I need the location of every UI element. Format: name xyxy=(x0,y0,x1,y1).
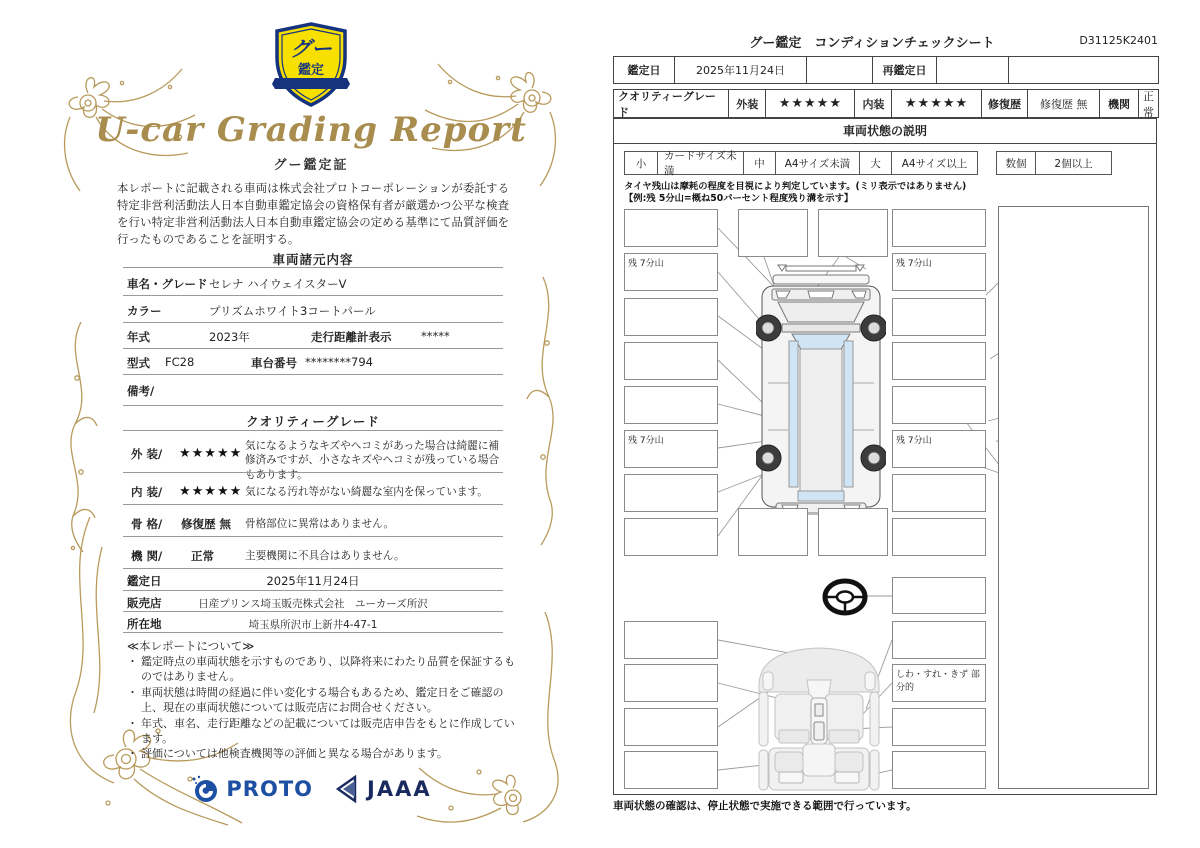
note-box[interactable] xyxy=(892,474,986,512)
about-item xyxy=(127,685,515,716)
bullet-dot: ・ xyxy=(127,747,138,761)
report-title xyxy=(55,110,567,150)
car-top-view-diagram xyxy=(756,263,886,515)
spec-model-label: 型式 xyxy=(127,356,150,370)
note-box-tire-front-right[interactable]: 残 7分山 xyxy=(892,253,986,291)
about-item xyxy=(127,716,515,747)
note-box-interior-wear[interactable]: しわ・すれ・きず 部分的 xyxy=(892,664,986,702)
spec-year-label: 年式 xyxy=(127,330,150,344)
about-item-text: 年式、車名、走行距離などの記載については販売店申告をもとに作成しています。 xyxy=(141,716,515,746)
proto-logo xyxy=(190,774,313,804)
about-report-notes xyxy=(127,638,515,762)
spec-year-value: 2023年 xyxy=(209,330,250,344)
quality-grade-table xyxy=(123,430,503,590)
jaaa-logo xyxy=(335,775,432,803)
bullet-dot: ・ xyxy=(127,685,138,699)
sheet-ext-stars: ★★★★★ xyxy=(765,90,854,117)
sheet-footnote: 車両状態の確認は、停止状態で実施できる範囲で行っています。 xyxy=(613,800,917,812)
note-box[interactable] xyxy=(624,386,718,424)
note-box[interactable] xyxy=(738,508,808,556)
grading-report-certificate xyxy=(55,22,567,827)
sheet-int-stars: ★★★★★ xyxy=(891,90,980,117)
spec-odo-value: ***** xyxy=(421,329,450,343)
appraisal-info-table xyxy=(123,568,503,634)
note-box[interactable] xyxy=(892,708,986,746)
note-box-tire-rear-left[interactable]: 残 7分山 xyxy=(624,430,718,468)
note-box[interactable] xyxy=(892,751,986,789)
tire-note-line2: 【例:残 5分山=概ね50パーセント程度残り溝を示す】 xyxy=(624,193,854,204)
goo-kantei-shield-badge xyxy=(271,22,351,108)
spec-name-label: 車名・グレード xyxy=(127,277,208,291)
spec-name-value: セレナ ハイウェイスターV xyxy=(209,277,347,291)
grade-engine-desc: 主要機関に不具合はありません。 xyxy=(245,550,405,562)
bullet-dot: ・ xyxy=(127,716,138,730)
sheet-date-value: 2025年11月24日 xyxy=(674,57,806,83)
spec-remarks-label: 備考/ xyxy=(127,384,155,398)
about-item xyxy=(127,654,515,685)
note-box[interactable] xyxy=(892,342,986,380)
shield-text-kantei: 鑑定 xyxy=(297,63,325,78)
spec-vin-label: 車台番号 xyxy=(251,356,297,370)
grade-frame-desc: 骨格部位に異常はありません。 xyxy=(245,518,394,530)
condition-check-sheet xyxy=(600,22,1166,832)
grade-int-desc: 気になる汚れ等がない綺麗な室内を保っています。 xyxy=(245,486,488,498)
sheet-int-label: 内装 xyxy=(854,90,891,117)
note-box-tire-rear-right[interactable]: 残 7分山 xyxy=(892,430,986,468)
footer-logos xyxy=(55,774,567,804)
note-box[interactable] xyxy=(624,621,718,659)
size-small-key: 小 xyxy=(635,157,647,170)
grade-ext-label: 外 装/ xyxy=(131,447,163,461)
note-box[interactable] xyxy=(624,342,718,380)
note-box[interactable] xyxy=(818,508,888,556)
note-box[interactable] xyxy=(624,518,718,556)
report-title-text: U-car Grading Report xyxy=(95,110,527,150)
jaaa-logo-text: JAAA xyxy=(367,777,432,801)
steering-wheel-icon xyxy=(822,577,868,617)
size-mid-value: A4サイズ未満 xyxy=(775,152,859,174)
condition-heading: 車両状態の説明 xyxy=(614,119,1156,144)
note-box[interactable] xyxy=(624,708,718,746)
spec-color-value: プリズムホワイト3コートパール xyxy=(209,304,376,318)
sheet-grade-label: クオリティーグレード xyxy=(618,89,716,119)
note-box[interactable] xyxy=(624,751,718,789)
cabin-interior-diagram xyxy=(749,646,889,794)
spec-model-value: FC28 xyxy=(165,355,195,369)
size-big-key: 大 xyxy=(859,152,891,174)
spec-vin-value: ********794 xyxy=(305,355,373,369)
grade-frame-label: 骨 格/ xyxy=(131,517,163,531)
jaaa-icon xyxy=(335,775,361,803)
spec-color-label: カラー xyxy=(127,304,162,318)
note-box[interactable] xyxy=(738,209,808,257)
about-item-text: 鑑定時点の車両状態を示すものであり、以降将来にわたり品質を保証するものではありません。 xyxy=(141,655,515,684)
sheet-grade-table xyxy=(613,89,1159,118)
appraisal-date-value: 2025年11月24日 xyxy=(266,574,360,588)
dealer-value: 日産プリンス埼玉販売株式会社 ユーカーズ所沢 xyxy=(198,598,428,610)
note-box[interactable] xyxy=(892,621,986,659)
sheet-redate-label: 再鑑定日 xyxy=(872,57,936,83)
shield-text-goo: グー xyxy=(290,37,332,61)
sheet-redate-empty-cell xyxy=(1008,57,1158,83)
report-subtitle: グー鑑定証 xyxy=(273,158,349,173)
grade-engine-value: 正常 xyxy=(191,549,214,563)
tire-note-line1: タイヤ残山は摩耗の程度を目視により判定しています。(ミリ表示ではありません) xyxy=(624,181,967,192)
bullet-dot: ・ xyxy=(127,655,138,669)
grade-engine-label: 機 関/ xyxy=(131,549,163,563)
address-label: 所在地 xyxy=(127,617,162,631)
note-box[interactable] xyxy=(892,386,986,424)
memo-tall-box[interactable] xyxy=(998,206,1149,789)
about-item-text: 評価については他検査機関等の評価と異なる場合があります。 xyxy=(141,747,448,761)
count-key: 数個 xyxy=(1005,157,1027,170)
note-box[interactable] xyxy=(818,209,888,257)
about-item xyxy=(127,746,515,761)
count-value: 2個以上 xyxy=(1035,152,1111,174)
address-value: 埼玉県所沢市上新井4-47-1 xyxy=(248,619,378,631)
appraisal-date-table xyxy=(613,56,1159,84)
dealer-label: 販売店 xyxy=(127,596,162,610)
note-box[interactable] xyxy=(892,298,986,336)
proto-logo-text: PROTO xyxy=(226,777,313,801)
grade-int-stars: ★★★★★ xyxy=(179,484,243,499)
note-box-steering[interactable] xyxy=(892,577,986,614)
proto-icon xyxy=(190,774,220,804)
sheet-title: グー鑑定 コンディションチェックシート xyxy=(749,36,995,51)
vehicle-spec-table xyxy=(123,267,503,425)
note-box[interactable] xyxy=(624,474,718,512)
note-box[interactable] xyxy=(892,209,986,247)
sheet-engine-value: 正常 xyxy=(1138,90,1158,117)
grade-section-heading: クオリティーグレード xyxy=(246,414,380,429)
sheet-repair-label: 修復歴 xyxy=(981,90,1028,117)
note-box[interactable] xyxy=(624,298,718,336)
size-small-value: カードサイズ未満 xyxy=(657,152,743,174)
shield-icon xyxy=(271,22,351,108)
size-big-value: A4サイズ以上 xyxy=(891,152,977,174)
size-mid-key: 中 xyxy=(743,152,775,174)
about-item-text: 車両状態は時間の経過に伴い変化する場合もあるため、鑑定日をご確認の上、現在の車両状態については販売店にお問合せください。 xyxy=(141,685,504,715)
note-box[interactable] xyxy=(624,209,718,247)
about-heading: ≪本レポートについて≫ xyxy=(127,639,255,653)
condition-diagram-box xyxy=(613,118,1157,795)
note-box[interactable] xyxy=(892,518,986,556)
grade-int-label: 内 装/ xyxy=(131,485,163,499)
ornament-right-edge xyxy=(523,277,569,547)
grade-ext-stars: ★★★★★ xyxy=(179,446,243,461)
sheet-date-empty-cell xyxy=(806,57,872,83)
sheet-date-label: 鑑定日 xyxy=(627,64,661,77)
certificate-statement: 本レポートに記載される車両は株式会社プロトコーポレーションが委託する特定非営利活動法人日本自動車鑑定協会の資格保有者が厳選かつ公平な検査を行い特定非営利活動法人日本自動車鑑定協会の定める基準にて品質評価を行ったものであることを証明する。 xyxy=(117,181,509,247)
grade-frame-value: 修復歴 無 xyxy=(181,517,232,531)
document-code: D31125K2401 xyxy=(1079,34,1158,47)
sheet-engine-label: 機関 xyxy=(1099,90,1138,117)
appraisal-date-label: 鑑定日 xyxy=(127,574,162,588)
sheet-redate-value xyxy=(936,57,1008,83)
sheet-ext-label: 外装 xyxy=(728,90,765,117)
spec-section-heading: 車両諸元内容 xyxy=(272,252,354,267)
spec-odo-label: 走行距離計表示 xyxy=(311,330,392,344)
note-box[interactable] xyxy=(624,664,718,702)
grade-ext-desc: 気になるようなキズやヘコミがあった場合は綺麗に補修済みですが、小さなキズやヘコミが残っている場合もあります。 xyxy=(245,440,500,481)
note-box-tire-front-left[interactable]: 残 7分山 xyxy=(624,253,718,291)
sheet-repair-value: 修復歴 無 xyxy=(1027,90,1099,117)
